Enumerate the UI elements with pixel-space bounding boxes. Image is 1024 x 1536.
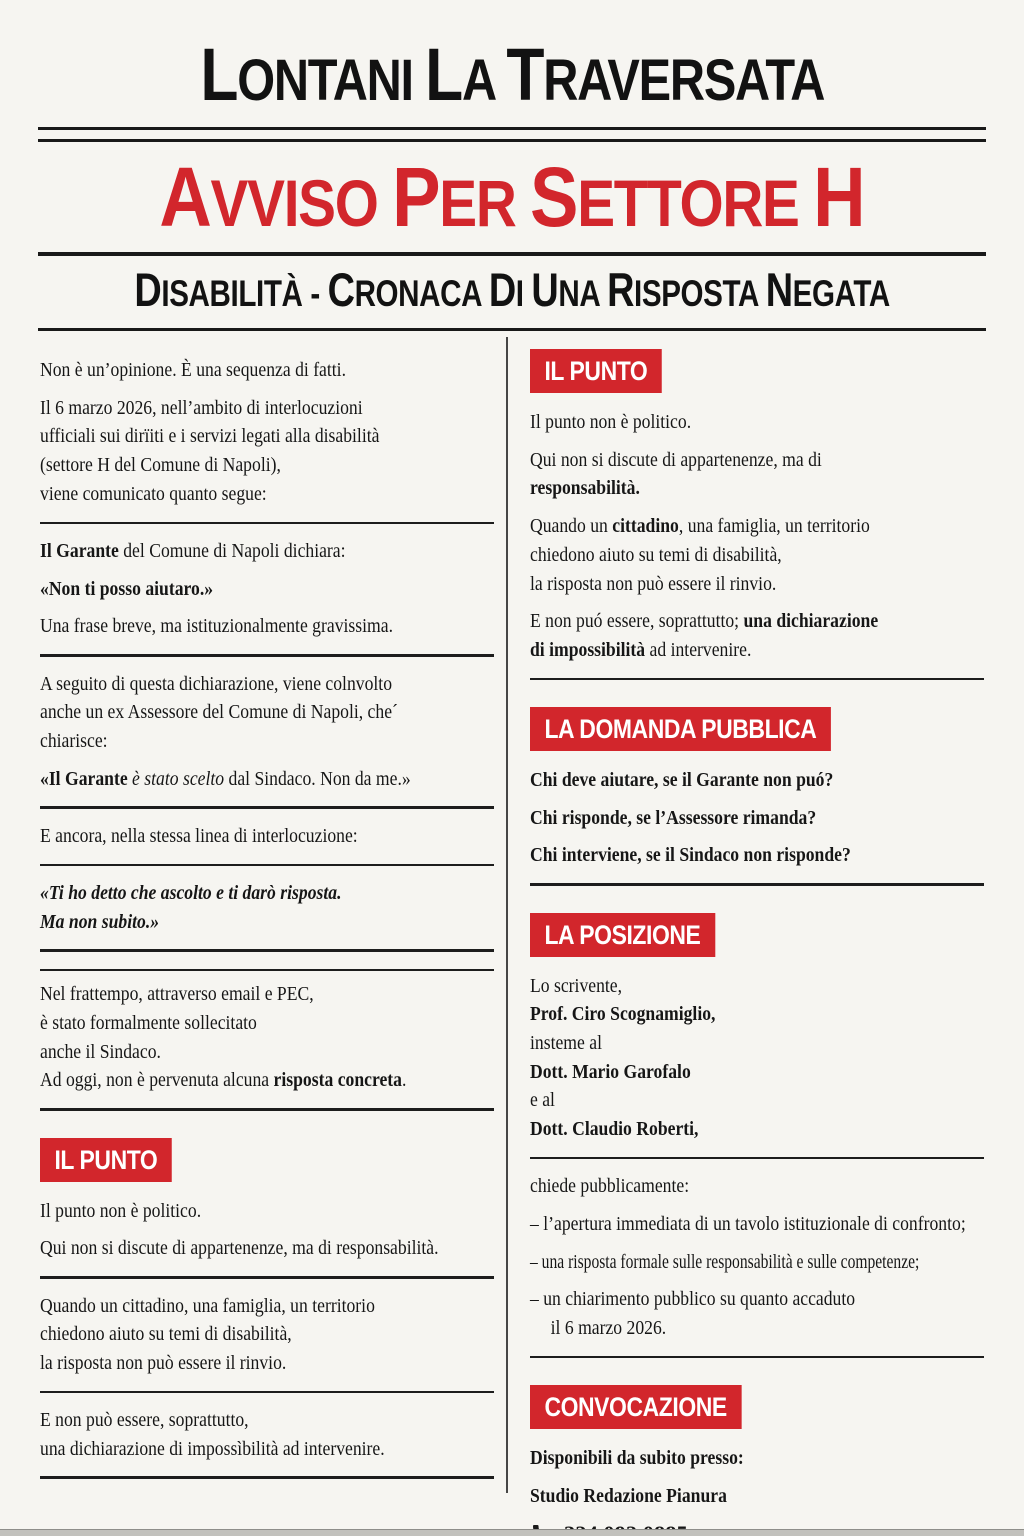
- gravissima-comment: Una frase breve, ma istituzionalmente gravissima.: [40, 615, 393, 638]
- scan-edge: [0, 1529, 1024, 1536]
- ancora-lead: E ancora, nella stessa linea di interlocuzione:: [40, 824, 358, 847]
- section-badge-il-punto-right: IL PUNTO: [530, 349, 662, 393]
- question-assessore: Chi risponde, se l’Assessore rimanda?: [530, 806, 817, 829]
- ascolto-quote: «Ti ho detto che ascolto e ti darò risposta. Ma non subito.»: [40, 882, 342, 933]
- quando-paragraph-right: Quando un cittadino, una famiglia, un territorio chiedono aiuto su temi di disabilità, la risposta non può essere il rinvio.: [530, 515, 870, 595]
- divider-rule: [40, 949, 494, 952]
- section-badge-convocazione: CONVOCAZIONE: [530, 1385, 741, 1429]
- subhead-text: DISABILITÀ - CRONACA DI UNA RISPOSTA NEGATA: [134, 263, 890, 317]
- kicker-title: [38, 33, 986, 116]
- request-item-tavolo: – l’apertura immediata di un tavolo istituzionale di confronto;: [530, 1212, 966, 1235]
- divider-rule: [40, 522, 494, 525]
- divider-rule: [40, 1391, 494, 1394]
- divider-rule: [40, 1108, 494, 1111]
- double-divider: [40, 949, 494, 971]
- headline-title: [38, 150, 986, 245]
- punto-line1: Il punto non è politico.: [40, 1199, 202, 1222]
- assessore-paragraph: A seguito di questa dichiarazione, viene colnvolto anche un ex Assessore del Comune di Napoli, che´ chiarisce:: [40, 672, 398, 752]
- right-column: [530, 347, 984, 1536]
- divider-rule: [40, 1276, 494, 1279]
- signatories-paragraph: Lo scrivente, Prof. Ciro Scognamiglio, insteme al Dott. Mario Garofalo e al Dott. Claudio Roberti,: [530, 974, 716, 1141]
- section-badge-la-posizione: LA POSIZIONE: [530, 913, 715, 957]
- request-item-risposta: – una risposta formale sulle responsabilità e sulle competenze;: [530, 1250, 920, 1273]
- divider-rule: [40, 806, 494, 809]
- headline-text: AVVISO PER SETTORE H: [159, 150, 865, 245]
- divider-rule: [40, 654, 494, 657]
- punto-line1-right: Il punto non è politico.: [530, 411, 692, 434]
- intro-statement: Non è un’opinione. È una sequenza di fatti.: [40, 359, 346, 382]
- divider-rule: [40, 864, 494, 867]
- headline-divider: [38, 252, 986, 256]
- section-badge-il-punto-left: IL PUNTO: [40, 1138, 172, 1182]
- subhead-title: [38, 263, 986, 317]
- quando-paragraph: Quando un cittadino, una famiglia, un territorio chiedono aiuto su temi di disabilità, la risposta non può essere il rinvio.: [40, 1294, 375, 1374]
- masthead: [0, 0, 1024, 331]
- punto-line2-right: Qui non si discute di appartenenze, ma di responsabilità.: [530, 448, 822, 500]
- divider-rule: [40, 969, 494, 972]
- assessore-quote: «Il Garante è stato scelto dal Sindaco. Non da me.»: [40, 767, 411, 790]
- divider-rule: [530, 883, 984, 886]
- divider-rule: [40, 1476, 494, 1479]
- sindaco-solicit-paragraph: Nel frattempo, attraverso email e PEC, è stato formalmente sollecitato anche il Sindaco. Ad oggi, non è pervenuta alcuna risposta concreta.: [40, 983, 407, 1092]
- divider-rule: [530, 1356, 984, 1359]
- divider-rule: [530, 678, 984, 681]
- facts-paragraph: Il 6 marzo 2026, nell’ambito di interlocuzioni ufficiali sui dirïiti e i servizi legati alla disabilità (settore H del Comune di Napoli), viene comunicato quanto segue:: [40, 396, 380, 505]
- availability-line: Disponibili da subito presso:: [530, 1447, 744, 1470]
- question-garante: Chi deve aiutare, se il Garante non puó?: [530, 769, 834, 792]
- section-badge-la-domanda-pubblica: LA DOMANDA PUBBLICA: [530, 707, 831, 751]
- question-sindaco: Chi interviene, se il Sindaco non risponde?: [530, 844, 851, 867]
- chiede-lead: chiede pubblicamente:: [530, 1175, 690, 1198]
- divider-rule: [530, 1157, 984, 1160]
- studio-name: Studio Redazione Pianura: [530, 1484, 727, 1507]
- content-columns: [0, 331, 1024, 1536]
- left-column: [40, 347, 494, 1536]
- kicker-divider: [38, 127, 986, 142]
- kicker-text: LONTANI LA TRAVERSATA: [200, 33, 824, 116]
- punto-line2: Qui non si discute di appartenenze, ma di responsabilità.: [40, 1237, 439, 1260]
- enon-paragraph: E non può essere, soprattutto, una dichiarazione di impossìbilità ad intervenire.: [40, 1409, 385, 1460]
- garante-declaration-lead: Il Garante del Comune di Napoli dichiara:: [40, 540, 346, 563]
- request-item-chiarimento: – un chiarimento pubblico su quanto accaduto il 6 marzo 2026.: [530, 1288, 856, 1340]
- enon-paragraph-right: E non puó essere, soprattutto; una dichiarazione di impossibilità ad intervenire.: [530, 610, 879, 661]
- garante-quote: «Non ti posso aiutaro.»: [40, 577, 214, 600]
